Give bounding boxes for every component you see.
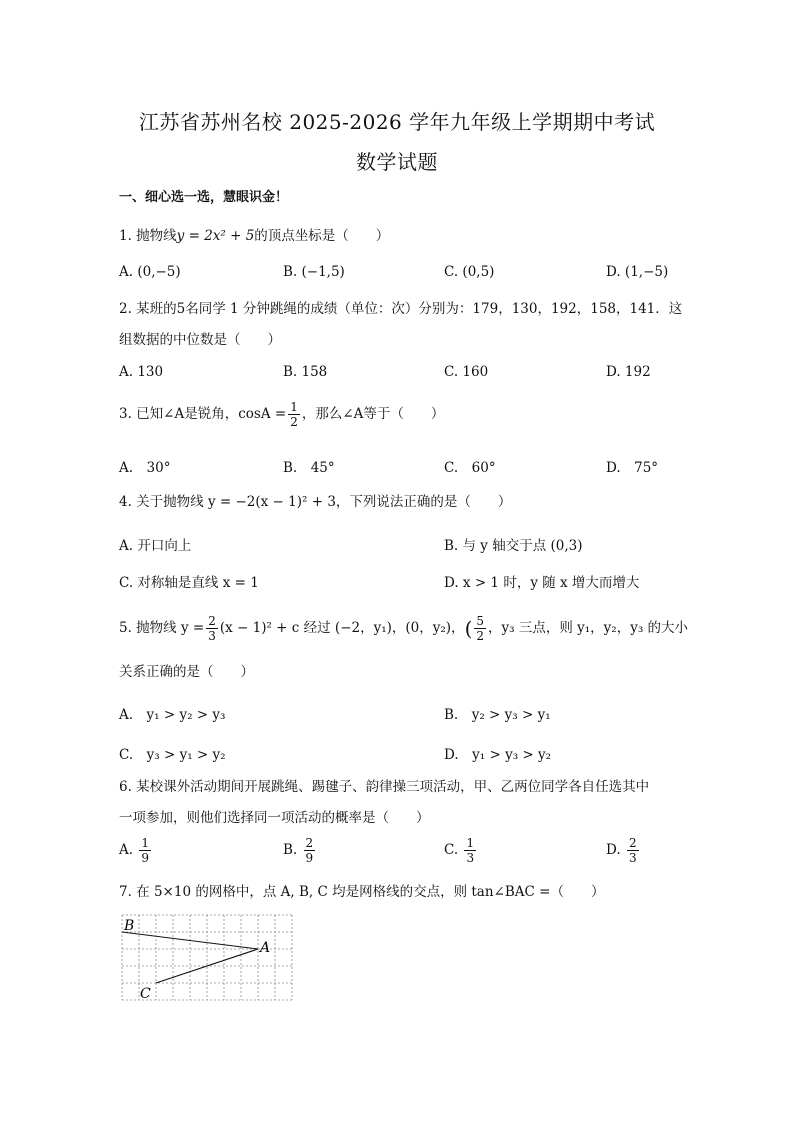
q6-option-a xyxy=(119,836,153,865)
point-b-label: B xyxy=(124,918,135,934)
q6-option-d xyxy=(606,836,641,865)
question-3 xyxy=(119,400,444,429)
q2-option-b: B. 158 xyxy=(283,364,328,380)
q4-option-a: A. 开口向上 xyxy=(119,538,192,554)
q3-frac-den: 2 xyxy=(290,415,298,429)
q4-option-c: C. 对称轴是直线 x = 1 xyxy=(119,575,259,591)
q3-stem-b: ，那么∠A等于（ ） xyxy=(301,406,445,422)
q2-option-a: A. 130 xyxy=(119,364,164,380)
point-a-label: A xyxy=(260,940,271,956)
q6-a-den: 9 xyxy=(141,851,149,865)
q6-d-den: 3 xyxy=(628,851,637,865)
q1-formula: y = 2x² + 5 xyxy=(176,228,255,244)
q6-option-c-fraction xyxy=(464,836,476,865)
q5-frac-num: 2 xyxy=(208,614,216,628)
q5-stem-a: 5. 抛物线 y = xyxy=(119,620,205,636)
q3-frac-num: 1 xyxy=(290,400,298,414)
q5-option-a: A. y₁ > y₂ > y₃ xyxy=(119,707,226,723)
q5-option-d: D. y₁ > y₃ > y₂ xyxy=(444,747,552,763)
q6-option-b-label: B. xyxy=(283,842,298,858)
q2-option-c: C. 160 xyxy=(444,364,489,380)
q7-stem: 7. 在 5×10 的网格中，点 A, B, C 均是网格线的交点，则 tan∠BAC =（ ） xyxy=(119,884,605,900)
section-heading: 一、细心选一选，慧眼识金！ xyxy=(119,190,289,205)
q1-stem-b: 的顶点坐标是（ ） xyxy=(254,228,390,244)
q4-option-d: D. x > 1 时，y 随 x 增大而增大 xyxy=(444,575,640,591)
q1-option-c: C. (0,5) xyxy=(444,264,495,280)
q5-frac2-num: 5 xyxy=(476,614,485,628)
q6-a-num: 1 xyxy=(141,836,149,850)
q1-option-b: B. (−1,5) xyxy=(283,264,345,280)
q3-stem-a: 3. 已知∠A是锐角，cosA = xyxy=(119,406,287,422)
q5-stem-c: ，y₃ 三点，则 y₁，y₂，y₃ 的大小 xyxy=(488,620,689,636)
q7-grid-figure xyxy=(121,914,295,1002)
q6-option-b-fraction xyxy=(304,836,316,865)
q3-option-d: D. 75° xyxy=(606,460,659,476)
q3-fraction xyxy=(288,400,300,429)
q5-stem-b: (x − 1)² + c 经过 (−2，y₁)，(0，y₂)， xyxy=(219,620,465,636)
q4-stem: 4. 关于抛物线 y = −2(x − 1)² + 3，下列说法正确的是（ ） xyxy=(119,494,512,510)
segment-ba xyxy=(122,932,258,949)
q5-option-b: B. y₂ > y₃ > y₁ xyxy=(444,707,551,723)
question-5 xyxy=(119,614,688,643)
q1-stem-a: 1. 抛物线 xyxy=(119,228,177,244)
q1-option-a: A. (0,−5) xyxy=(119,264,181,280)
q3-option-c: C. 60° xyxy=(444,460,496,476)
q6-option-d-fraction xyxy=(627,836,639,865)
q6-option-c-label: C. xyxy=(444,842,459,858)
q5-frac2-den: 2 xyxy=(476,629,485,643)
q6-b-num: 2 xyxy=(305,836,314,850)
point-c-label: C xyxy=(140,986,151,1002)
exam-subtitle: 数学试题 xyxy=(356,150,438,174)
q5-fraction xyxy=(206,614,218,643)
q6-b-den: 9 xyxy=(305,851,314,865)
q6-d-num: 2 xyxy=(628,836,637,850)
q2-line-1: 2. 某班的5名同学 1 分钟跳绳的成绩（单位：次）分别为：179，130，192，158，141．这 xyxy=(119,301,683,317)
q6-option-a-fraction xyxy=(139,836,151,865)
q2-line-2: 组数据的中位数是（ ） xyxy=(119,332,281,348)
q5-line-2: 关系正确的是（ ） xyxy=(119,664,254,680)
q3-option-b: B. 45° xyxy=(283,460,335,476)
q2-option-d: D. 192 xyxy=(606,364,651,380)
q6-line-2: 一项参加，则他们选择同一项活动的概率是（ ） xyxy=(119,810,430,826)
q5-fraction-2 xyxy=(474,614,486,643)
q6-c-den: 3 xyxy=(466,851,475,865)
q5-frac-den: 3 xyxy=(208,629,216,643)
q5-paren-open: ( xyxy=(464,616,473,641)
q6-c-num: 1 xyxy=(466,836,475,850)
question-1 xyxy=(119,226,389,246)
q4-option-b: B. 与 y 轴交于点 (0,3) xyxy=(444,538,583,554)
q6-line-1: 6. 某校课外活动期间开展跳绳、踢毽子、韵律操三项活动，甲、乙两位同学各自任选其中 xyxy=(119,779,650,795)
exam-title: 江苏省苏州名校 2025-2026 学年九年级上学期期中考试 xyxy=(138,110,656,134)
q5-option-c: C. y₃ > y₁ > y₂ xyxy=(119,747,226,763)
q6-option-c xyxy=(444,836,478,865)
q6-option-a-label: A. xyxy=(119,842,134,858)
q6-option-d-label: D. xyxy=(606,842,621,858)
q6-option-b xyxy=(283,836,317,865)
q1-option-d: D. (1,−5) xyxy=(606,264,669,280)
q3-option-a: A. 30° xyxy=(119,460,171,476)
